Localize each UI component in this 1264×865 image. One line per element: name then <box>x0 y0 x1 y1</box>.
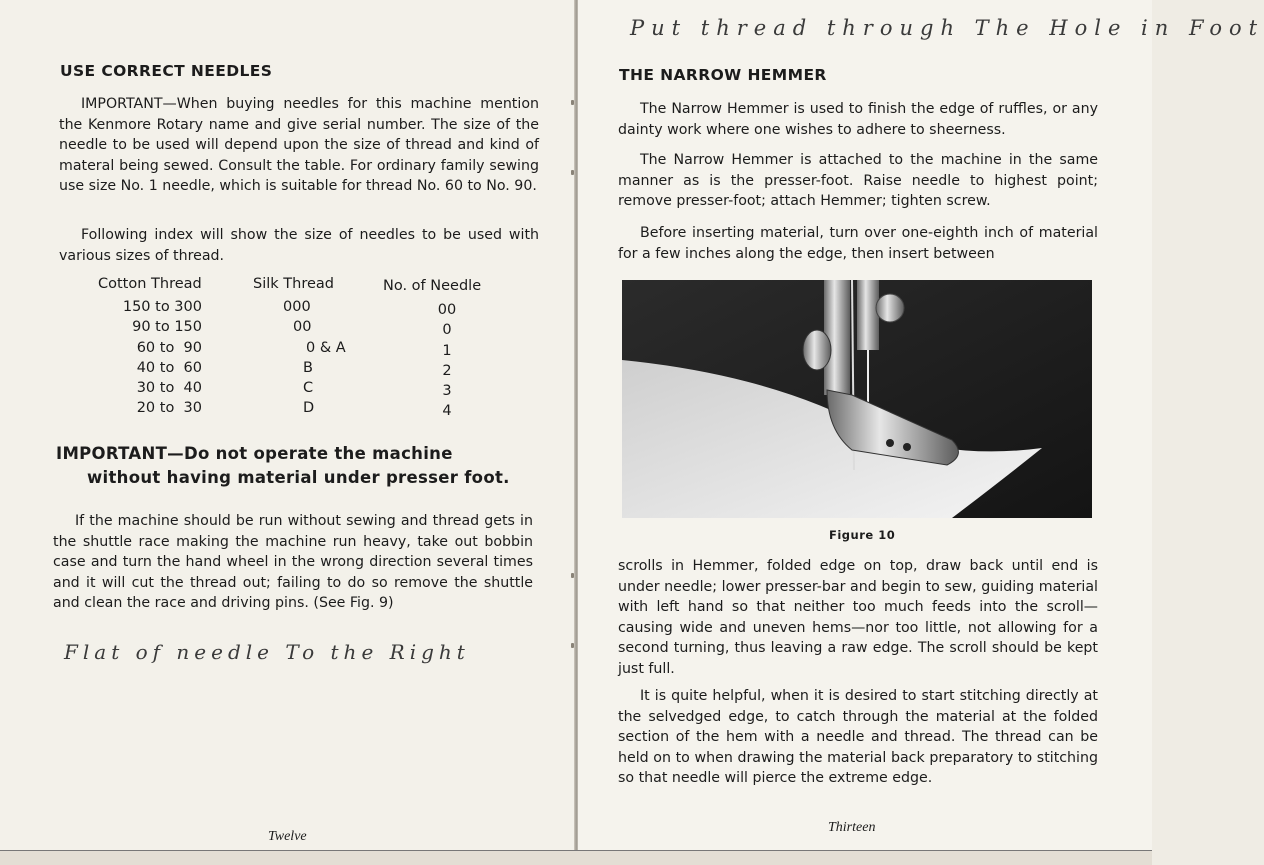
staple-mark <box>571 643 574 648</box>
figure-10-photo <box>622 280 1092 518</box>
warning-line-2: without having material under presser foot. <box>87 468 510 487</box>
left-paragraph-1: IMPORTANT—When buying needles for this machine mention the Kenmore Rotary name and give serial number. The size of the needle to be used will depend upon the size of thread and kind of materal being sewed. Consult the table. For ordinary family sewing use size No. 1 needle, which is suitable for thread No. 60 to No. 90. <box>59 96 539 194</box>
table-cell: 40 to 60 <box>136 359 202 376</box>
table-header-silk: Silk Thread <box>253 276 334 292</box>
left-paragraph-3: If the machine should be run without sewing and thread gets in the shuttle race making the machine run heavy, take out bobbin case and turn the hand wheel in the wrong direction several times and it will cut the thread out; failing to do so remove the shuttle and clean the race and driving pins. (See Fig. 9) <box>53 513 533 611</box>
table-cell: 4 <box>442 403 452 420</box>
left-page <box>0 0 576 864</box>
table-cell: D <box>303 400 315 417</box>
left-handwritten-note: Flat of needle To the Right <box>64 640 470 664</box>
needle-bar <box>857 280 879 350</box>
right-heading: THE NARROW HEMMER <box>619 66 827 84</box>
table-cell: 30 to 40 <box>136 380 202 397</box>
staple-mark <box>571 573 574 578</box>
hemmer-hole <box>903 443 911 451</box>
table-cell: 1 <box>442 342 452 359</box>
table-column-silk <box>283 297 373 419</box>
table-cell: 150 to 300 <box>122 299 202 315</box>
right-paragraph-5: It is quite helpful, when it is desired to start stitching directly at the selvedged edge, to catch through the material at the folded section of the hem with a needle and thread. The thread can be held on to when drawing the material back preparatory to stitching so that needle will pierce the extreme edge. <box>618 688 1098 786</box>
left-paragraph-2: Following index will show the size of needles to be used with various sizes of thread. <box>59 227 539 264</box>
warning-line-1: IMPORTANT—Do not operate the machine <box>56 444 453 463</box>
hemmer-hole <box>886 439 894 447</box>
table-column-needle <box>432 300 462 422</box>
table-cell: 000 <box>283 299 311 315</box>
table-cell: 20 to 30 <box>136 400 202 417</box>
right-paragraph-3: Before inserting material, turn over one-eighth inch of material for a few inches along the edge, then insert between <box>618 225 1098 262</box>
table-cell: 00 <box>293 319 312 336</box>
right-page <box>578 0 1264 864</box>
table-cell: 90 to 150 <box>132 319 202 336</box>
table-cell: 0 & A <box>306 339 346 356</box>
table-column-cotton <box>106 297 206 419</box>
needle-clamp-screw <box>876 294 904 322</box>
right-paragraph-2: The Narrow Hemmer is attached to the machine in the same manner as is the presser-foot. Raise needle to highest point; remove presser-foot; attach Hemmer; tighten screw. <box>618 152 1098 209</box>
table-cell: C <box>303 380 314 397</box>
bottom-page-edge <box>0 850 1152 865</box>
table-header-needle: No. of Needle <box>383 278 482 294</box>
left-heading: USE CORRECT NEEDLES <box>60 62 273 80</box>
table-cell: 00 <box>437 302 457 318</box>
table-cell: 0 <box>442 322 452 339</box>
thumb-screw <box>803 330 831 370</box>
table-cell: 2 <box>442 362 452 379</box>
right-handwritten-note: Put thread through The Hole in Foot <box>630 16 1264 40</box>
right-paragraph-1: The Narrow Hemmer is used to finish the edge of ruffles, or any dainty work where one wishes to adhere to sheerness. <box>618 101 1098 138</box>
staple-mark <box>571 100 574 105</box>
staple-mark <box>571 170 574 175</box>
right-paragraph-4: scrolls in Hemmer, folded edge on top, draw back until end is under needle; lower presser-bar and begin to sew, guiding material with left hand so that neither too much feeds into the scroll—causing wide and uneven hems—nor too little, not allowing for a second turning, thus leaving a raw edge. The scroll should be kept just full. <box>618 558 1098 677</box>
right-page-number: Thirteen <box>828 820 876 835</box>
table-cell: B <box>303 359 313 376</box>
figure-caption: Figure 10 <box>829 528 896 542</box>
left-page-number: Twelve <box>268 829 307 844</box>
table-cell: 3 <box>442 383 452 400</box>
table-cell: 60 to 90 <box>136 339 202 356</box>
table-header-cotton: Cotton Thread <box>98 276 202 292</box>
